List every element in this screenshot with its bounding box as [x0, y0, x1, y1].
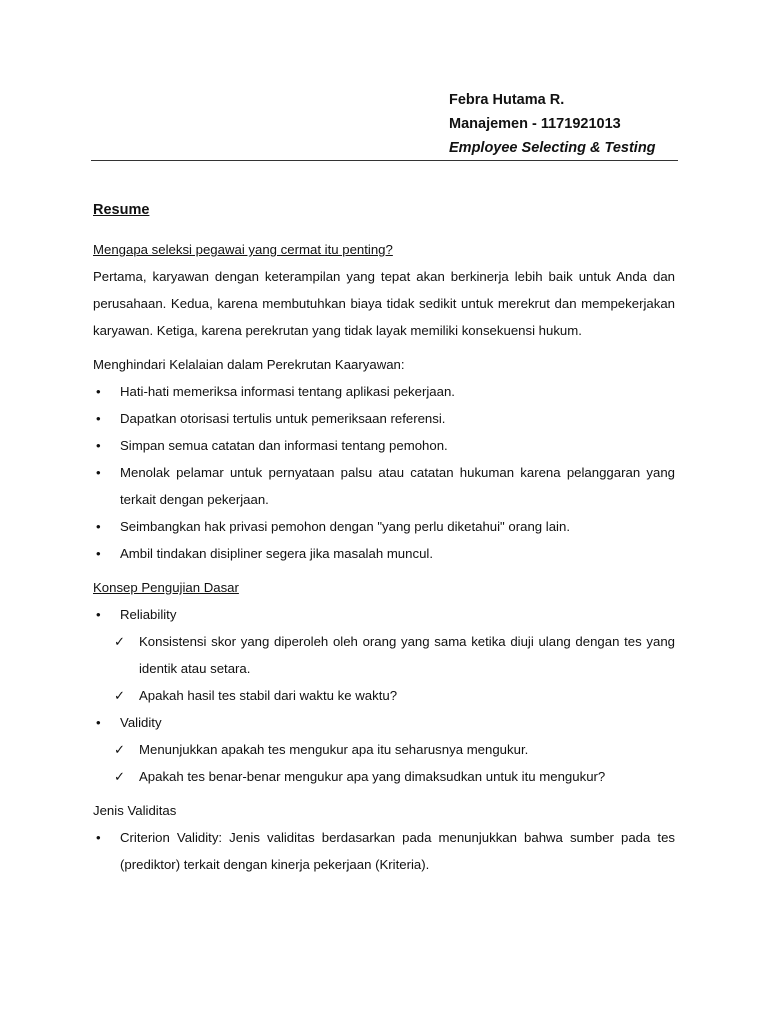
- list-item-text: Ambil tindakan disipliner segera jika masalah muncul.: [120, 546, 433, 561]
- section2-heading: Menghindari Kelalaian dalam Perekrutan Kaaryawan:: [93, 357, 405, 372]
- checkmark-icon: ✓: [114, 688, 126, 703]
- list-item-text: Criterion Validity: Jenis validitas berdasarkan pada menunjukkan bahwa sumber pada tes (prediktor) terkait dengan kinerja pekerjaan (Kriteria).: [120, 830, 675, 872]
- list-item: [93, 432, 675, 459]
- bullet-icon: •: [96, 384, 101, 399]
- list-item-text: Dapatkan otorisasi tertulis untuk pemeriksaan referensi.: [120, 411, 446, 426]
- list-item: [93, 824, 675, 878]
- bullet-icon: •: [96, 830, 101, 845]
- list-item: [93, 601, 675, 628]
- list-item-text: Hati-hati memeriksa informasi tentang aplikasi pekerjaan.: [120, 384, 455, 399]
- section4-list: [93, 824, 675, 878]
- section1-heading: Mengapa seleksi pegawai yang cermat itu penting?: [93, 242, 393, 257]
- bullet-icon: •: [96, 411, 101, 426]
- document-title: Resume: [93, 202, 150, 218]
- list-item: [93, 405, 675, 432]
- list-item: [93, 378, 675, 405]
- checkmark-icon: ✓: [114, 769, 126, 784]
- checkmark-icon: ✓: [114, 742, 126, 757]
- bullet-icon: •: [96, 546, 101, 561]
- bullet-icon: •: [96, 607, 101, 622]
- document-body: [93, 197, 675, 878]
- section1-paragraph: Pertama, karyawan dengan keterampilan yang tepat akan berkinerja lebih baik untuk Anda dan perusahaan. Kedua, karena membutuhkan biaya tidak sedikit untuk merekrut dan mempekerjakan karyawan. Ketiga, karena perekrutan yang tidak layak memiliki konsekuensi hukum.: [93, 269, 675, 338]
- check-item: [93, 628, 675, 682]
- section3-list: [93, 601, 675, 790]
- list-item-text: Simpan semua catatan dan informasi tentang pemohon.: [120, 438, 448, 453]
- section2-list: [93, 378, 675, 567]
- check-item-text: Menunjukkan apakah tes mengukur apa itu seharusnya mengukur.: [139, 742, 529, 757]
- author-program: Manajemen - 1171921013: [449, 116, 621, 132]
- list-item: [93, 709, 675, 736]
- check-item-text: Apakah tes benar-benar mengukur apa yang dimaksudkan untuk itu mengukur?: [139, 769, 606, 784]
- bullet-icon: •: [96, 438, 101, 453]
- list-item: [93, 459, 675, 513]
- bullet-icon: •: [96, 519, 101, 534]
- check-item-text: Konsistensi skor yang diperoleh oleh orang yang sama ketika diuji ulang dengan tes yang identik atau setara.: [139, 634, 675, 676]
- check-item: [93, 682, 675, 709]
- check-item: [93, 763, 675, 790]
- check-item: [93, 736, 675, 763]
- course-title: Employee Selecting & Testing: [449, 140, 656, 156]
- list-item: [93, 540, 675, 567]
- check-item-text: Apakah hasil tes stabil dari waktu ke waktu?: [139, 688, 398, 703]
- list-item-text: Seimbangkan hak privasi pemohon dengan "yang perlu diketahui" orang lain.: [120, 519, 570, 534]
- bullet-icon: •: [96, 465, 101, 480]
- bullet-icon: •: [96, 715, 101, 730]
- header-divider: [91, 160, 678, 161]
- section4-heading: Jenis Validitas: [93, 803, 177, 818]
- author-name: Febra Hutama R.: [449, 92, 565, 108]
- section3-heading: Konsep Pengujian Dasar: [93, 580, 239, 595]
- list-item-text: Reliability: [120, 607, 177, 622]
- document-header: [449, 88, 656, 160]
- list-item-text: Menolak pelamar untuk pernyataan palsu atau catatan hukuman karena pelanggaran yang terkait dengan pekerjaan.: [120, 465, 675, 507]
- list-item: [93, 513, 675, 540]
- list-item-text: Validity: [120, 715, 162, 730]
- checkmark-icon: ✓: [114, 634, 126, 649]
